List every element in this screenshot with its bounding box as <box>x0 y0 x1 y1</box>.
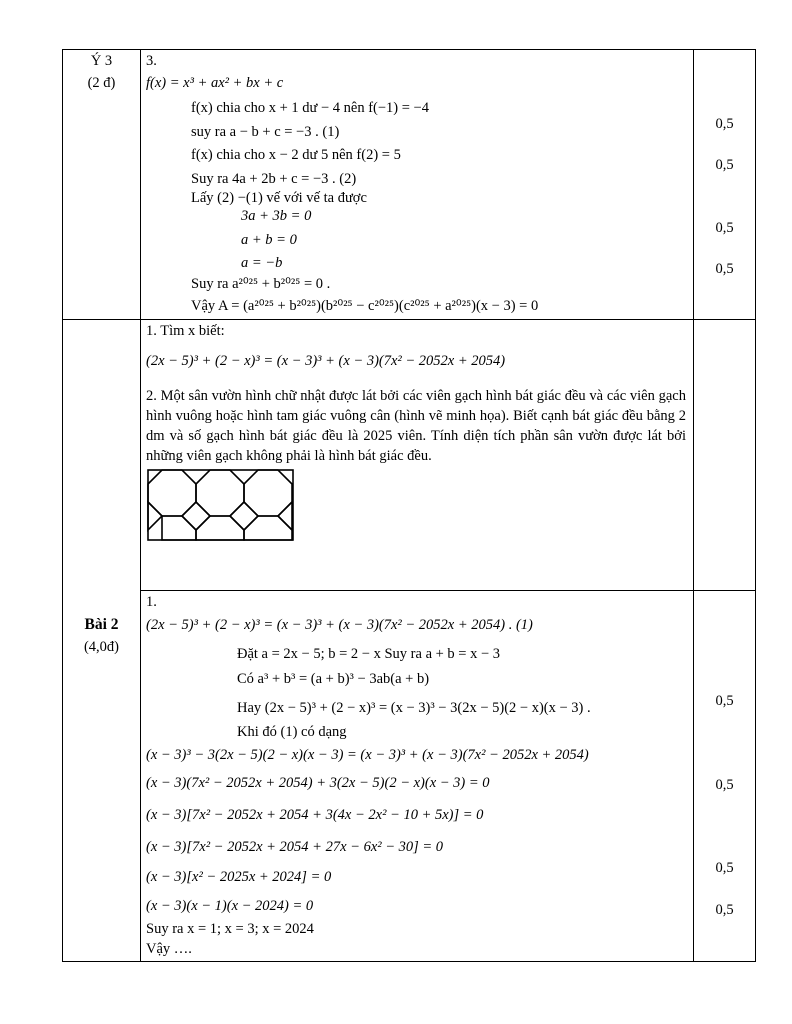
part-points: (4,0đ) <box>83 639 120 655</box>
solution-line: 3a + 3b = 0 <box>241 208 312 224</box>
score-cell <box>694 591 756 962</box>
part-label-cell <box>63 320 141 962</box>
solution-line: (x − 3)[7x² − 2052x + 2054 + 27x − 6x² − 30] = 0 <box>146 839 444 855</box>
table-row <box>63 591 756 962</box>
solution-cell <box>141 50 694 320</box>
score: 0,5 <box>715 777 734 793</box>
score: 0,5 <box>715 902 734 918</box>
table-row <box>63 50 756 320</box>
part-label: Bài 2 <box>84 616 119 633</box>
task-title: 1. Tìm x biết: <box>146 323 225 339</box>
solution-cell <box>141 591 694 962</box>
score-cell <box>694 50 756 320</box>
solution-line: (x − 3)(x − 1)(x − 2024) = 0 <box>146 898 314 914</box>
octagon-tile <box>196 516 244 540</box>
solution-line: 1. <box>146 594 157 610</box>
solution-line: (x − 3)(7x² − 2052x + 2054) + 3(2x − 5)(2 − x)(x − 3) = 0 <box>146 775 490 791</box>
score: 0,5 <box>715 860 734 876</box>
square-tile <box>230 502 258 530</box>
solution-line: Hay (2x − 5)³ + (2 − x)³ = (x − 3)³ − 3(2x − 5)(2 − x)(x − 3) . <box>237 700 591 716</box>
solution-line: Vậy A = (a²⁰²⁵ + b²⁰²⁵)(b²⁰²⁵ − c²⁰²⁵)(c²⁰²⁵ + a²⁰²⁵)(x − 3) = 0 <box>191 298 539 314</box>
task-equation: (2x − 5)³ + (2 − x)³ = (x − 3)³ + (x − 3)(7x² − 2052x + 2054) <box>146 353 506 369</box>
answer-table <box>62 49 756 962</box>
tiling-figure <box>147 469 294 541</box>
part-label: Ý 3 <box>90 53 113 69</box>
solution-line: Suy ra x = 1; x = 3; x = 2024 <box>146 921 314 937</box>
score: 0,5 <box>715 693 734 709</box>
task-description: 2. Một sân vườn hình chữ nhật được lát bởi các viên gạch hình bát giác đều và các viên gạch hình vuông hoặc hình tam giác vuông cân (hình vẽ minh họa). Biết cạnh bát giác đều bằng 2 dm và số gạch hình bát giác đều là 2025 viên. Tính diện tích phần sân vườn được lát bởi những viên gạch không phải là hình bát giác đều. <box>146 388 686 464</box>
solution-line: Đặt a = 2x − 5; b = 2 − x Suy ra a + b = x − 3 <box>237 646 501 662</box>
table-row <box>63 320 756 591</box>
solution-line: Suy ra 4a + 2b + c = −3 . (2) <box>191 171 357 187</box>
solution-line: Vậy …. <box>146 941 192 957</box>
score: 0,5 <box>715 116 734 132</box>
part-points: (2 đ) <box>87 75 116 91</box>
score: 0,5 <box>715 157 734 173</box>
triangle-tile <box>278 502 292 530</box>
solution-line: Có a³ + b³ = (a + b)³ − 3ab(a + b) <box>237 671 430 687</box>
score: 0,5 <box>715 220 734 236</box>
solution-line: 3. <box>146 53 157 69</box>
solution-line: a = −b <box>241 255 283 271</box>
solution-line: f(x) chia cho x − 2 dư 5 nên f(2) = 5 <box>191 147 401 163</box>
problem-cell <box>141 320 694 591</box>
solution-line: Suy ra a²⁰²⁵ + b²⁰²⁵ = 0 . <box>191 276 331 292</box>
part-label-cell <box>63 50 141 320</box>
garden-border <box>148 470 293 540</box>
score-cell <box>694 320 756 591</box>
score: 0,5 <box>715 261 734 277</box>
solution-line: Lấy (2) −(1) vế với vế ta được <box>191 190 367 206</box>
solution-line: (x − 3)[x² − 2025x + 2024] = 0 <box>146 869 332 885</box>
solution-line: a + b = 0 <box>241 232 297 248</box>
square-tile <box>182 502 210 530</box>
triangle-tile <box>148 502 162 530</box>
solution-line: (x − 3)[7x² − 2052x + 2054 + 3(4x − 2x² − 10 + 5x)] = 0 <box>146 807 484 823</box>
solution-line: f(x) = x³ + ax² + bx + c <box>146 75 284 91</box>
octagon-tile <box>244 516 292 540</box>
octagon-tile <box>162 516 196 540</box>
solution-line: f(x) chia cho x + 1 dư − 4 nên f(−1) = −4 <box>191 100 429 116</box>
solution-line: suy ra a − b + c = −3 . (1) <box>191 124 340 140</box>
solution-line: (2x − 5)³ + (2 − x)³ = (x − 3)³ + (x − 3)(7x² − 2052x + 2054) . (1) <box>146 617 533 633</box>
solution-line: (x − 3)³ − 3(2x − 5)(2 − x)(x − 3) = (x − 3)³ + (x − 3)(7x² − 2052x + 2054) <box>146 747 589 763</box>
solution-line: Khi đó (1) có dạng <box>237 724 347 740</box>
